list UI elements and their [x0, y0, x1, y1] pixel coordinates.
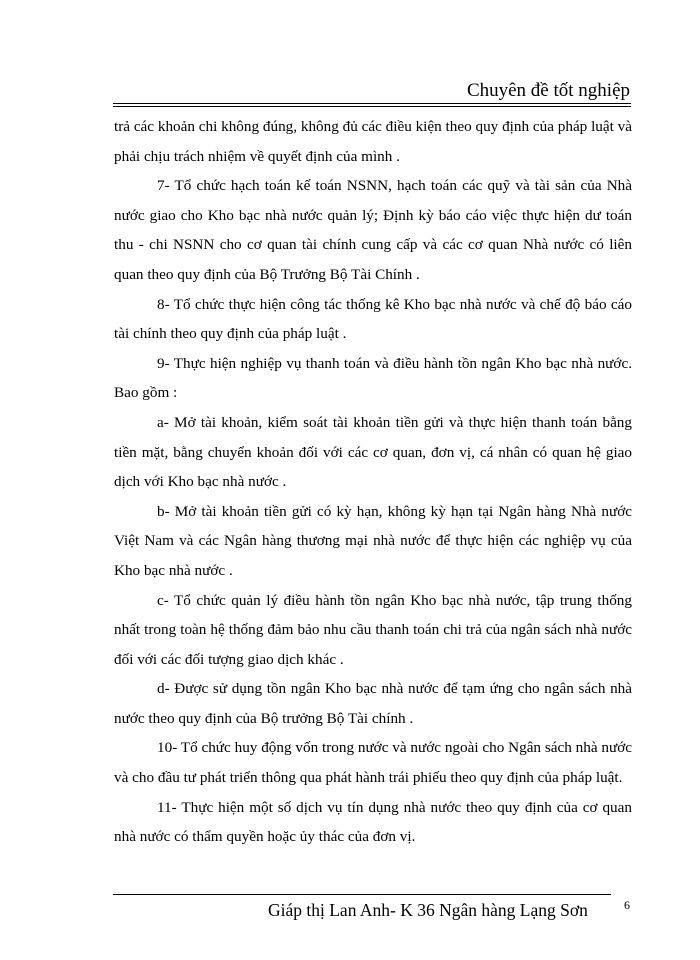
paragraph-item-9d: d- Được sử dụng tồn ngân Kho bạc nhà nước để tạm ứng cho ngân sách nhà nước theo quy định của Bộ trưởng Bộ Tài chính . [114, 680, 632, 727]
header-rule [113, 103, 631, 104]
paragraph-item-11: 11- Thực hiện một số dịch vụ tín dụng nhà nước theo quy định của cơ quan nhà nước có thẩm quyền hoặc ủy thác của đơn vị. [114, 798, 632, 846]
header-rule-secondary [113, 106, 631, 107]
footer-author-line: Giáp thị Lan Anh- K 36 Ngân hàng Lạng Sơn [268, 900, 588, 920]
header-title: Chuyên đề tốt nghiệp [466, 80, 630, 101]
paragraph-item-9b: b- Mở tài khoản tiền gửi có kỳ hạn, không kỳ hạn tại Ngân hàng Nhà nước Việt Nam và các Ngân hàng thương mại nhà nước để thực hiện các nghiệp vụ của Kho bạc nhà nước . [114, 502, 632, 579]
paragraph-item-9c: c- Tổ chức quản lý điều hành tồn ngân Kho bạc nhà nước, tập trung thống nhất trong toàn hệ thống đảm bảo nhu cầu thanh toán chi trả của ngân sách nhà nước đối với các đối tượng giao dịch khác . [114, 591, 632, 668]
paragraph-continuation: trả các khoản chi không đúng, không đủ các điều kiện theo quy định của pháp luật và phải chịu trách nhiệm về quyết định của mình . [114, 118, 632, 165]
footer-rule [113, 894, 611, 895]
page-number: 6 [624, 898, 630, 912]
paragraph-item-9: 9- Thực hiện nghiệp vụ thanh toán và điều hành tồn ngân Kho bạc nhà nước. Bao gồm : [114, 354, 632, 402]
document-body [114, 112, 632, 852]
paragraph-item-7: 7- Tổ chức hạch toán kế toán NSNN, hạch toán các quỹ và tài sản của Nhà nước giao cho Kho bạc nhà nước quản lý; Định kỳ báo cáo việc thực hiện dư toán thu - chi NSNN cho cơ quan tài chính cung cấp và các cơ quan Nhà nước có liên quan theo quy định của Bộ Trưởng Bộ Tài Chính . [114, 177, 632, 283]
paragraph-item-10: 10- Tổ chức huy động vốn trong nước và nước ngoài cho Ngân sách nhà nước và cho đầu tư phát triển thông qua phát hành trái phiếu theo quy định của pháp luật. [114, 739, 632, 787]
paragraph-item-9a: a- Mở tài khoản, kiểm soát tài khoản tiền gửi và thực hiện thanh toán bằng tiền mặt, bằng chuyển khoản đối với các cơ quan, đơn vị, cá nhân có quan hệ giao dịch với Kho bạc nhà nước . [114, 413, 632, 491]
paragraph-item-8: 8- Tổ chức thực hiện công tác thống kê Kho bạc nhà nước và chế độ báo cáo tài chính theo quy định của pháp luật . [114, 295, 632, 343]
